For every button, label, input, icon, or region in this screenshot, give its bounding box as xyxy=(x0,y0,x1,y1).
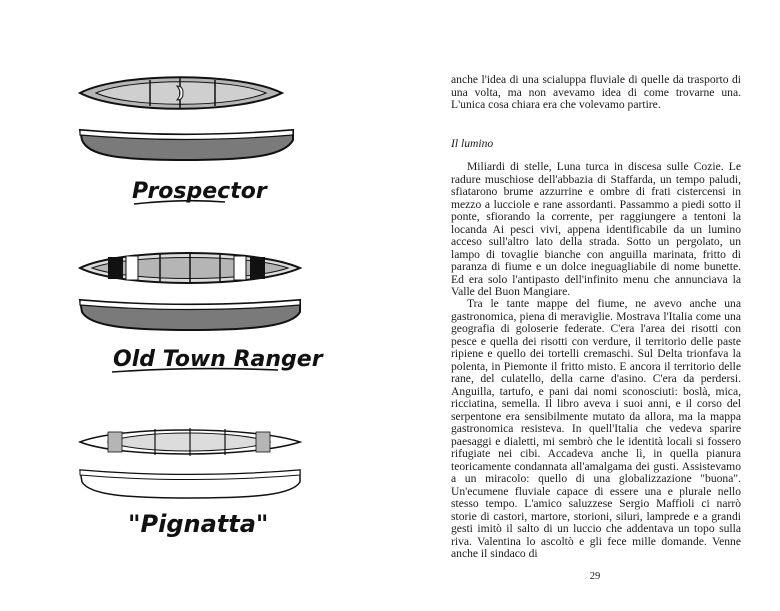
paragraph-1-text: Miliardi di stelle, Luna turca in discesa sulle Cozie. Le radure muschiose dell'abbazia di Staffarda, un tempo paludi, sfiatarono brume azzurrine e ombre di frati cistercensi in mezzo a lucciole e rane assordanti. Passammo a piedi sotto il ponte, sfiorando la corrente, per raggiungere a tentoni la locanda Ai pesci vivi, appena identificabile da un lumino acceso sull'altro lato della strada. Sotto un pergolato, un lampo di tovaglie bianche con anguilla marinata, fritto di paranza di fiume e un dolce ineguagliabile di nome bunette. Ed era solo l'antipasto dell'infinito menu che annunciava la Valle del Buon Mangiare. xyxy=(451,160,741,298)
canoe-2-top-view xyxy=(80,252,300,284)
paragraph-2 xyxy=(451,298,741,561)
canoe-3-label: "Pignatta" xyxy=(128,510,269,538)
canoe-3-top-view xyxy=(80,428,300,456)
intro-paragraph xyxy=(451,74,741,112)
canoe-1-top-view xyxy=(80,77,282,109)
canoe-illustrations xyxy=(0,0,390,606)
paragraph-1 xyxy=(451,161,741,299)
canoe-1-side-view xyxy=(80,130,293,160)
canoe-3-side-view xyxy=(80,470,300,498)
canoe-2-side-view xyxy=(80,300,300,330)
section-title: Il lumino xyxy=(451,137,494,150)
page-number: 29 xyxy=(589,571,601,582)
canoe-1-label: Prospector xyxy=(132,179,267,204)
left-page xyxy=(0,0,390,606)
paragraph-2-text: Tra le tante mappe del fiume, ne avevo anche una gastronomica, piena di meraviglie. Mostrava l'Italia come una geografia di goloserie federate. C'era l'area dei risotti con pesce e quella dei risotti con verdure, il territorio delle paste ripiene e quello dei tortelli cremaschi. Sul Delta trionfava la polenta, in Piemonte il fritto misto. E ancora il territorio delle rane, del culatello, della carne d'asino. C'era da perdersi. Anguilla, tartufo, e pani dai nomi sconosciuti: boslà, mica, ricciatina, semella. Il libro aveva i suoi anni, e il corso del serpentone era sensibilmente mutato da allora, ma la mappa gastronomica resisteva. In quell'Italia che vedeva sparire paesaggi e dialetti, mi sembrò che le identità locali si fossero rifugiate nei cibi. Accadeva anche lì, in quella pianura teoricamente condannata all'amalgama dei gusti. Assistevamo a un miracolo: quello di una globalizzazione "buona". Un'ecumene fluviale capace di essere una e plurale nello stesso tempo. L'amico saluzzese Sergio Maffioli ci narrò storie di castori, martore, storioni, siluri, lamprede e a grandi gesti imitò il salto di un luccio che addentava un topo sulla riva. Valentina lo ascoltò e gli fece mille domande. Venne anche il sindaco di xyxy=(451,297,741,560)
intro-text: anche l'idea di una scialuppa fluviale di quelle da trasporto di una volta, ma non avevamo idea di come trovarne una. L'unica cosa chiara era che volevamo partire. xyxy=(451,73,741,111)
canoe-2-label: Old Town Ranger xyxy=(113,347,323,372)
